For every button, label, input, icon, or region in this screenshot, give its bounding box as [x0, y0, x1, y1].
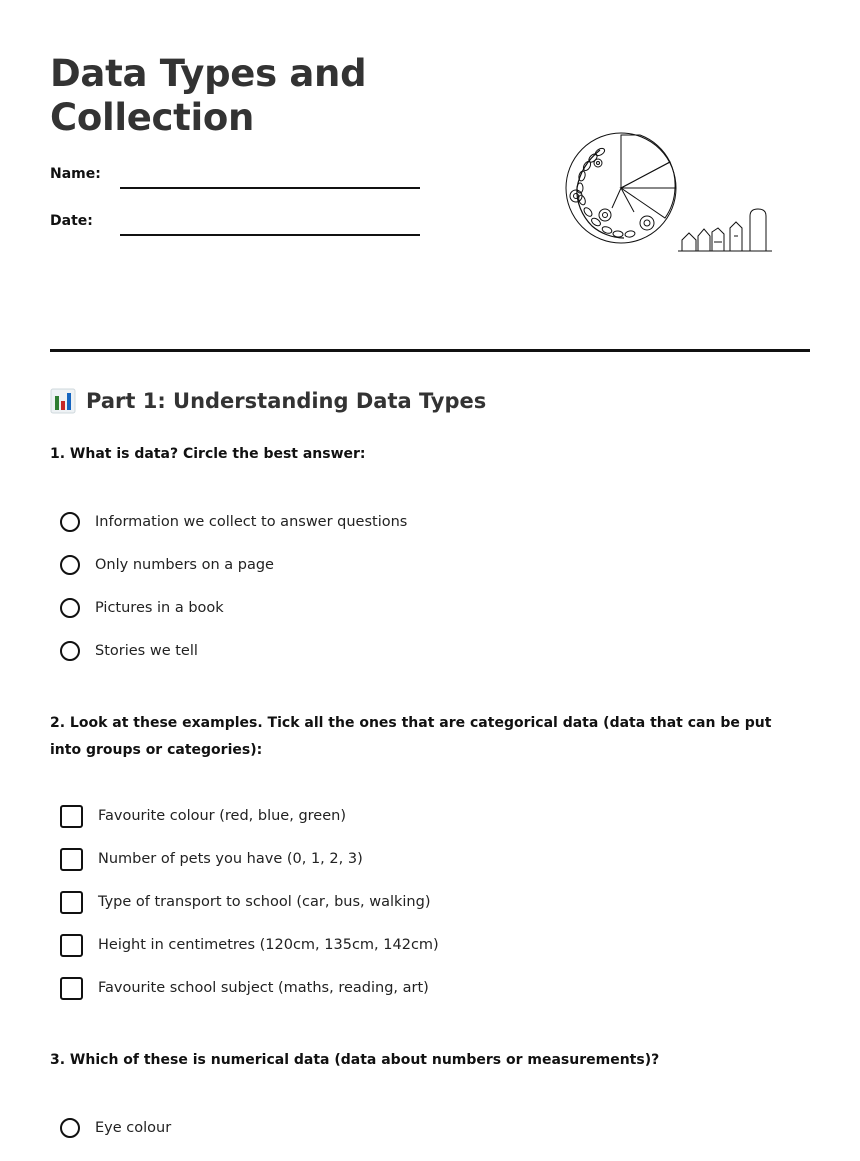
q2-option-2[interactable]: [60, 846, 363, 872]
name-field-line[interactable]: [120, 187, 420, 189]
q3-option-1[interactable]: [60, 1115, 171, 1141]
q2-option-1[interactable]: [60, 803, 346, 829]
option-label: Favourite school subject (maths, reading, art): [98, 980, 429, 996]
q2-option-3[interactable]: [60, 889, 430, 915]
q1-option-2[interactable]: [60, 552, 274, 578]
section-heading-part1: [50, 388, 486, 414]
radio-circle[interactable]: [60, 598, 80, 618]
option-label: Favourite colour (red, blue, green): [98, 808, 346, 824]
option-label: Stories we tell: [95, 643, 198, 659]
radio-circle[interactable]: [60, 641, 80, 661]
option-label: Height in centimetres (120cm, 135cm, 142cm): [98, 937, 439, 953]
option-label: Information we collect to answer questions: [95, 514, 408, 530]
radio-circle[interactable]: [60, 512, 80, 532]
section-heading-text: Part 1: Understanding Data Types: [86, 389, 487, 413]
q1-option-4[interactable]: [60, 638, 198, 664]
date-label: Date:: [50, 213, 93, 229]
q2-option-4[interactable]: [60, 932, 439, 958]
option-label: Pictures in a book: [95, 600, 224, 616]
checkbox[interactable]: [60, 891, 83, 914]
radio-circle[interactable]: [60, 555, 80, 575]
q1-option-1[interactable]: [60, 509, 407, 535]
option-label: Only numbers on a page: [95, 557, 274, 573]
name-label: Name:: [50, 166, 101, 182]
option-label: Type of transport to school (car, bus, walking): [98, 894, 431, 910]
radio-circle[interactable]: [60, 1118, 80, 1138]
bar-chart-emoji-icon: [50, 388, 76, 414]
question-2: 2. Look at these examples. Tick all the ones that are categorical data (data that can be put into groups or categories):: [50, 715, 772, 758]
page-title: Data Types and Collection: [50, 52, 367, 139]
checkbox[interactable]: [60, 977, 83, 1000]
q2-option-5[interactable]: [60, 975, 429, 1001]
checkbox[interactable]: [60, 805, 83, 828]
question-1: 1. What is data? Circle the best answer:: [50, 446, 366, 462]
option-label: Eye colour: [95, 1120, 172, 1136]
checkbox[interactable]: [60, 934, 83, 957]
section-divider: [50, 349, 810, 352]
question-3: 3. Which of these is numerical data (data about numbers or measurements)?: [50, 1052, 660, 1068]
option-label: Number of pets you have (0, 1, 2, 3): [98, 851, 363, 867]
pie-and-bar-doodle-icon: [562, 130, 777, 255]
date-field-line[interactable]: [120, 234, 420, 236]
checkbox[interactable]: [60, 848, 83, 871]
q1-option-3[interactable]: [60, 595, 224, 621]
